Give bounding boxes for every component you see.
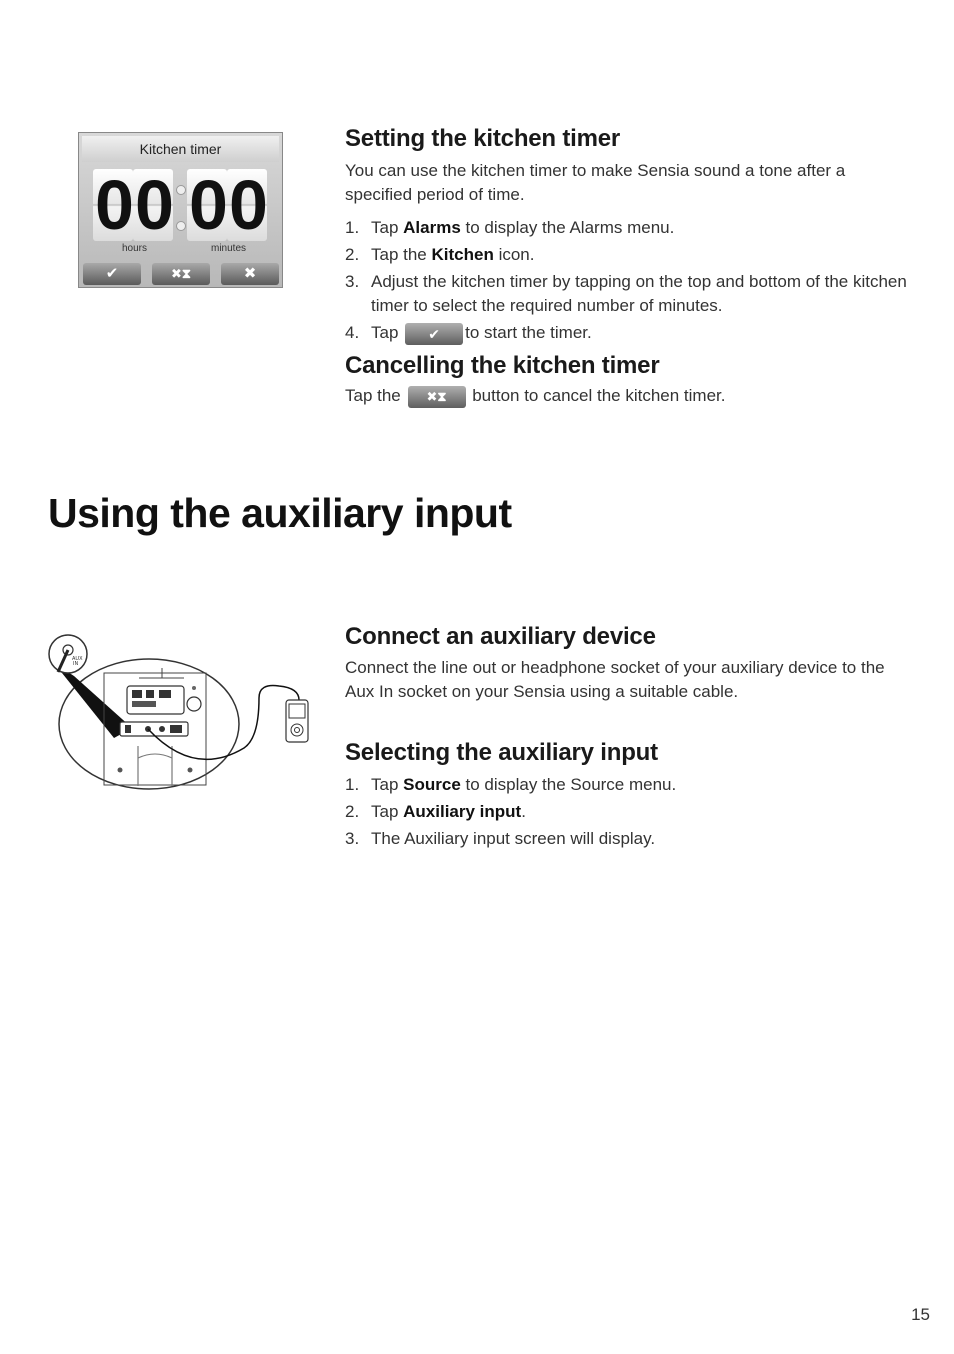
page-number: 15 bbox=[911, 1305, 930, 1324]
list-item: 3. The Auxiliary input screen will display. bbox=[345, 829, 656, 848]
inline-cancel-button-icon: ✖⧗ bbox=[408, 386, 466, 408]
svg-text:AUX: AUX bbox=[72, 656, 83, 662]
list-item: 2. Tap Auxiliary input. bbox=[345, 802, 526, 821]
timer-title: Kitchen timer bbox=[82, 136, 279, 162]
list-item: 4. Tap ✔ to start the timer. bbox=[345, 321, 915, 345]
colon-dot-bottom bbox=[176, 221, 186, 231]
list-item: 2. Tap the Kitchen icon. bbox=[345, 245, 535, 264]
section-heading: Cancelling the kitchen timer bbox=[345, 352, 660, 379]
svg-text:IN: IN bbox=[73, 661, 79, 667]
section-heading: Connect an auxiliary device bbox=[345, 623, 656, 650]
connect-text: Connect the line out or headphone socket of your auxiliary device to the Aux In socket on your Sensia using a suitable cable. bbox=[345, 658, 885, 701]
setting-steps bbox=[345, 216, 915, 345]
timer-close-button: ✖ bbox=[221, 263, 279, 285]
section-select-input bbox=[345, 739, 915, 854]
list-item: 1. Tap Source to display the Source menu. bbox=[345, 775, 677, 794]
minutes-digit-1: 0 bbox=[187, 169, 227, 241]
hours-digit-2: 0 bbox=[133, 169, 173, 241]
cancel-text: Tap the ✖⧗ button to cancel the kitchen timer. bbox=[345, 384, 915, 408]
list-item: 1. Tap Alarms to display the Alarms menu. bbox=[345, 218, 675, 237]
page-heading: Using the auxiliary input bbox=[48, 490, 512, 536]
list-item: 3. Adjust the kitchen timer by tapping on the top and bottom of the kitchen timer to select the required number of minutes. bbox=[345, 272, 907, 315]
timer-start-button: ✔ bbox=[83, 263, 141, 285]
section-setting-timer bbox=[345, 125, 915, 348]
aux-connection-diagram bbox=[44, 628, 314, 794]
colon-dot-top bbox=[176, 185, 186, 195]
section-heading: Selecting the auxiliary input bbox=[345, 739, 658, 766]
inline-start-button-icon: ✔ bbox=[405, 323, 463, 345]
intro-text: You can use the kitchen timer to make Sensia sound a tone after a specified period of time. bbox=[345, 161, 846, 204]
section-heading: Setting the kitchen timer bbox=[345, 125, 621, 152]
timer-cancel-button: ✖⧗ bbox=[152, 263, 210, 285]
hours-label: hours bbox=[122, 243, 148, 254]
section-cancel-timer bbox=[345, 352, 915, 408]
minutes-digit-2: 0 bbox=[227, 169, 267, 241]
section-connect-device bbox=[345, 623, 915, 704]
kitchen-timer-illustration bbox=[78, 132, 283, 288]
minutes-label: minutes bbox=[211, 243, 247, 254]
select-steps bbox=[345, 773, 915, 851]
hours-digit-1: 0 bbox=[93, 169, 133, 241]
